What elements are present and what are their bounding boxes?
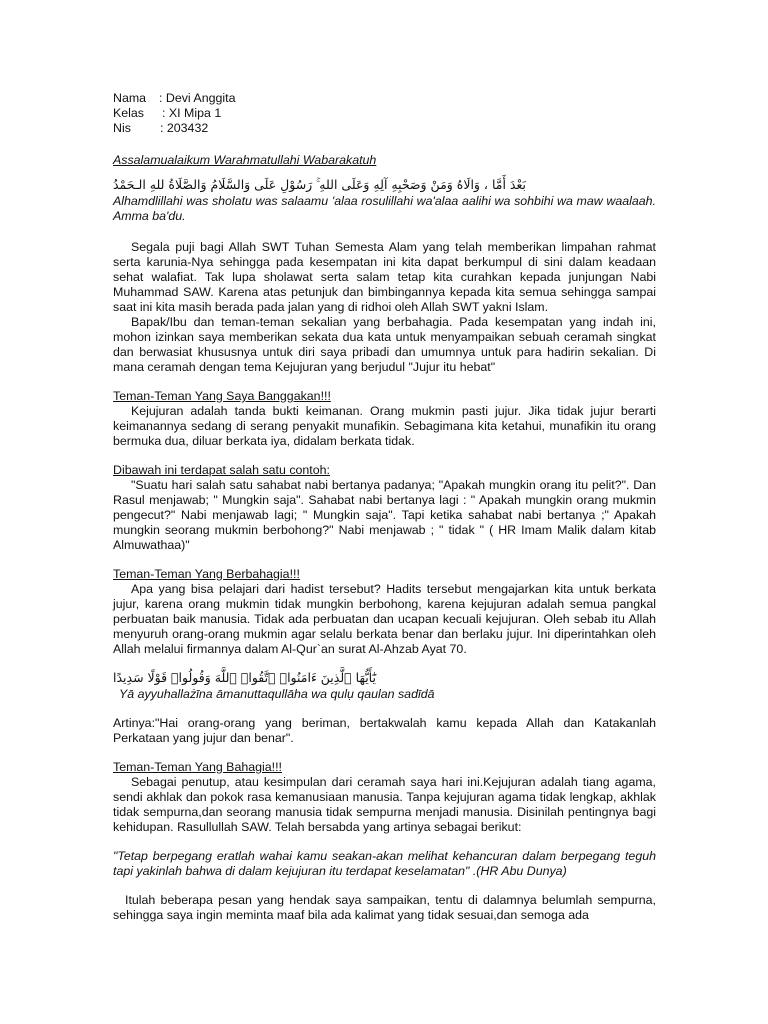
document-page [113,91,656,923]
nis-label: Nis [113,121,131,135]
name-value: : Devi Anggita [159,91,236,105]
closing-paragraph: Itulah beberapa pesan yang hendak saya sampaikan, tentu di dalamnya belumlah sempurna, sehingga saya ingin meminta maaf bila ada kalimat yang tidak sesuai,dan semoga ada [113,893,656,922]
section-body-conclusion: Sebagai penutup, atau kesimpulan dari ceramah saya hari ini.Kejujuran adalah tiang agama, sendi akhlak dan pokok rasa kemanusiaan manusia. Tanpa kejujuran agama tidak lengkap, akhlak tidak sempurna,dan seorang manusia tidak sempurna menjadi manusia. Disinilah pentingnya bagi kehidupan. Rasullullah SAW. Telah bersabda yang artinya sebagai berikut: [113,775,656,834]
verse-translation: Artinya:"Hai orang-orang yang beriman, bertakwalah kamu kepada Allah dan Katakanlah Perkataan yang jujur dan benar". [113,716,656,745]
intro-paragraph-1: Segala puji bagi Allah SWT Tuhan Semesta Alam yang telah memberikan limpahan rahmat serta karunia-Nya sehingga pada kesempatan ini kita dapat berkumpul di sini dalam keadaan sehat walafiat. Tak lupa sholawat serta salam tetap kita curahkan kepada junjungan Nabi Muhammad SAW. Karena atas petunjuk dan bimbingannya kepada kita semua sehingga sampai saat ini kita masih berada pada jalan yang di ridhoi oleh Allah SWT yakni Islam. [113,240,656,314]
nis-value: : 203432 [160,121,209,135]
nis-line [113,121,656,136]
arabic-opening: بَعْدَ أَمَّا ، وَالَاهُ وَمَنْ وَصَحْبِهِ آلِهِ وَعَلَى اللهِ ۚ رَسُوْلِ عَلَى وَالسَّلَامُ وَالصَّلَاةُ للهِ الـحَمْدُ [113,177,526,192]
opening-transliteration: Alhamdlillahi was sholatu was salaamu 'alaa rosulillahi wa'alaa aalihi wa sohbihi wa maw waalaah. Amma ba'du. [113,194,656,223]
section-heading-happy: Teman-Teman Yang Bahagia!!! [113,760,282,774]
arabic-verse: يَٰٓأَيُّهَا ٱلَّذِينَ ءَامَنُوا۟ ٱتَّقُوا۟ ٱللَّهَ وَقُولُوا۟ قَوْلًا سَدِيدًا [113,670,376,685]
hadith-quote: "Tetap berpegang eratlah wahai kamu seakan-akan melihat kehancuran dalam berpegang teguh tapi yakinlah bahwa di dalam kejujuran itu terdapat keselamatan" .(HR Abu Dunya) [113,849,656,878]
section-heading-blessed: Teman-Teman Yang Berbahagia!!! [113,567,300,581]
name-label: Nama [113,91,147,105]
section-body-lesson: Apa yang bisa pelajari dari hadist tersebut? Hadits tersebut mengajarkan kita untuk berkata jujur, karena orang mukmin tidak mungkin berbohong, karena kejujuran adalah semua pangkal perbuatan baik manusia. Tidak ada perbuatan dan ucapan kecuali kejujuran. Oleh sebab itu Allah menyuruh orang-orang mukmin agar selalu berkata benar dan berlaku jujur. Ini diperintahkan oleh Allah melalui firmannya dalam Al-Qur`an surat Al-Ahzab Ayat 70. [113,582,656,656]
section-body-faith: Kejujuran adalah tanda bukti keimanan. Orang mukmin pasti jujur. Jika tidak jujur berarti keimanannya sedang di serang penyakit munafikin. Sebagimana kita ketahui, munafikin itu orang bermuka dua, diluar berkata iya, didalam berkata tidak. [113,404,656,448]
class-value: : XI Mipa 1 [162,106,222,120]
section-heading-example: Dibawah ini terdapat salah satu contoh: [113,463,330,477]
greeting: Assalamualaikum Warahmatullahi Wabarakatuh [113,153,377,167]
section-heading-proud: Teman-Teman Yang Saya Banggakan!!! [113,389,331,403]
section-body-example: "Suatu hari salah satu sahabat nabi bertanya padanya; "Apakah mungkin orang itu pelit?". Dan Rasul menjawab; " Mungkin saja". Sahabat nabi bertanya lagi : " Apakah mungkin orang mukmin pengecut?" Nabi menjawab lagi; " Mungkin saja". Tapi ketika sahabat nabi bertanya ;" Apakah mungkin seorang mukmin berbohong?" Nabi menjawab ; " tidak " ( HR Imam Malik dalam kitab Almuwathaa)" [113,478,656,552]
class-line [113,106,656,121]
verse-transliteration: Yā ayyuhallażīna āmanuttaqullāha wa qulụ qaulan sadīdā [119,687,435,701]
intro-paragraph-2: Bapak/Ibu dan teman-teman sekalian yang berbahagia. Pada kesempatan yang indah ini, mohon izinkan saya memberikan sekata dua kata untuk menyampaikan sebuah ceramah singkat dan berwasiat khususnya untuk diri saya pribadi dan umumnya untuk para hadirin sekalian. Di mana ceramah dengan tema Kejujuran yang berjudul "Jujur itu hebat" [113,315,656,374]
class-label: Kelas [113,106,144,120]
name-line [113,91,656,106]
